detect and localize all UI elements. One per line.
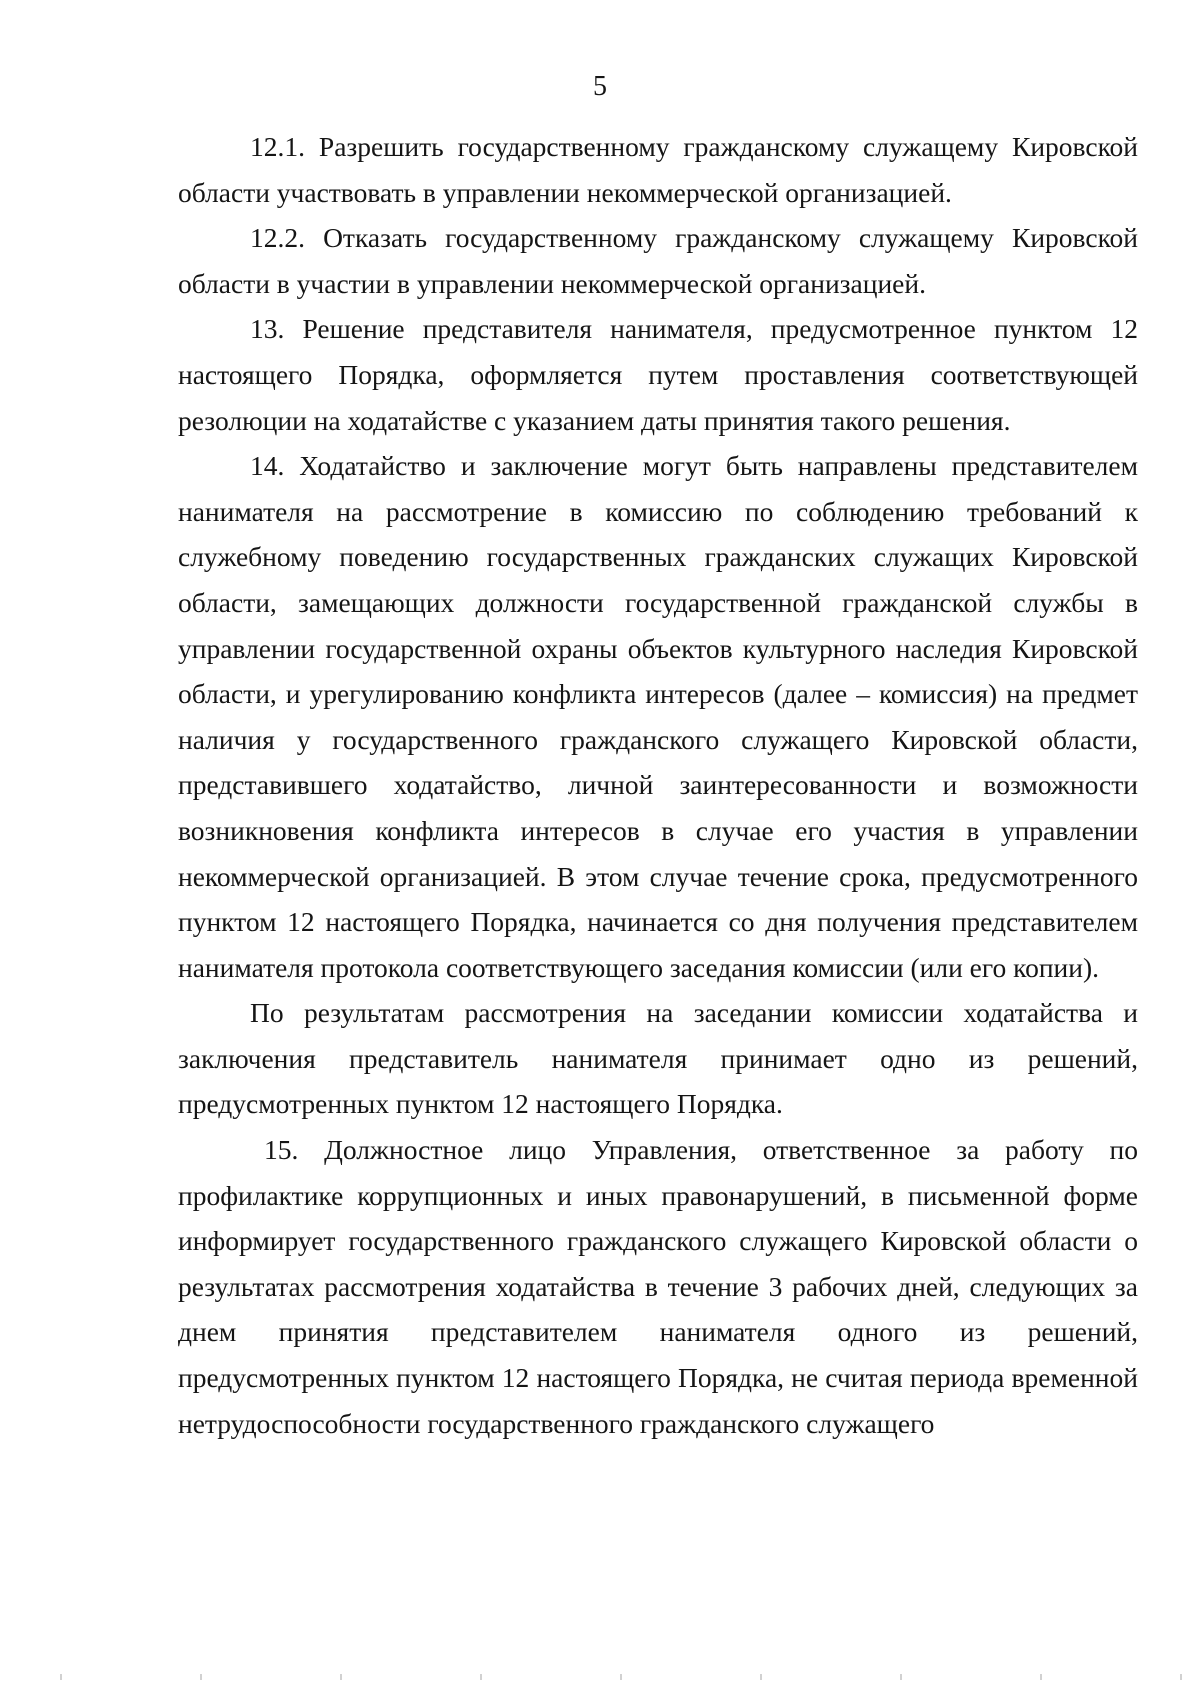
- paragraph-12-2: 12.2. Отказать государственному гражданскому служащему Кировской области в участии в управлении некоммерческой организацией.: [178, 222, 1138, 299]
- page-number: 5: [593, 71, 607, 102]
- paragraph-commission-result: По результатам рассмотрения на заседании комиссии ходатайства и заключения представитель нанимателя принимает одно из решений, предусмотренных пунктом 12 настоящего Порядка.: [178, 997, 1138, 1120]
- paragraph-13: 13. Решение представителя нанимателя, предусмотренное пунктом 12 настоящего Порядка, оформляется путем проставления соответствующей резолюции на ходатайстве с указанием даты принятия такого решения.: [178, 313, 1138, 436]
- scan-artifact-edge: [0, 1674, 1200, 1680]
- paragraph-15: 15. Должностное лицо Управления, ответственное за работу по профилактике коррупционных и иных правонарушений, в письменной форме информирует государственного гражданского служащего Кировской области о результатах рассмотрения ходатайства в течение 3 рабочих дней, следующих за днем принятия представителем нанимателя одного из решений, предусмотренных пунктом 12 настоящего Порядка, не считая периода временной нетрудоспособности государственного гражданского служащего: [178, 1134, 1138, 1439]
- document-body: [178, 124, 1138, 1446]
- paragraph-14: 14. Ходатайство и заключение могут быть направлены представителем нанимателя на рассмотрение в комиссию по соблюдению требований к служебному поведению государственных гражданских служащих Кировской области, замещающих должности государственной гражданской службы в управлении государственной охраны объектов культурного наследия Кировской области, и урегулированию конфликта интересов (далее – комиссия) на предмет наличия у государственного гражданского служащего Кировской области, представившего ходатайство, личной заинтересованности и возможности возникновения конфликта интересов в случае его участия в управлении некоммерческой организацией. В этом случае течение срока, предусмотренного пунктом 12 настоящего Порядка, начинается со дня получения представителем нанимателя протокола соответствующего заседания комиссии (или его копии).: [178, 450, 1138, 983]
- paragraph-12-1: 12.1. Разрешить государственному гражданскому служащему Кировской области участвовать в управлении некоммерческой организацией.: [178, 131, 1138, 208]
